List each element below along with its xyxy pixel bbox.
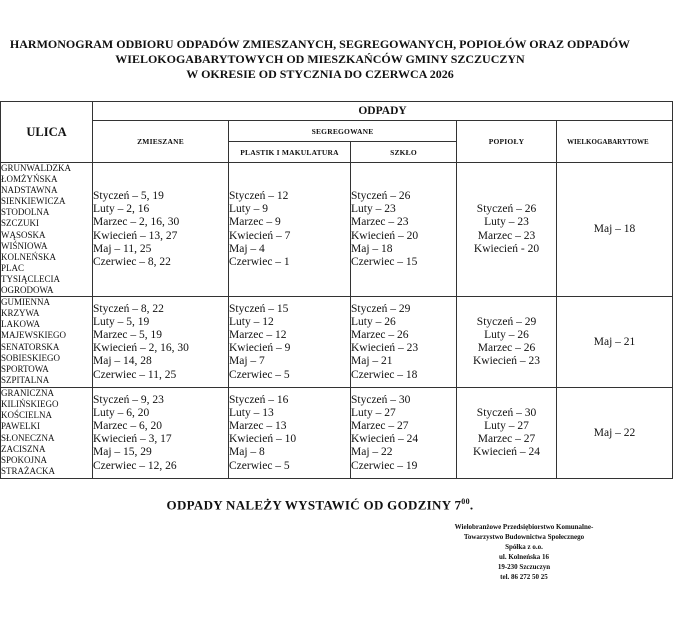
street-name: WĄSOSKA bbox=[1, 229, 46, 240]
header-odpady: ODPADY bbox=[93, 102, 673, 121]
street-name: KRZYWA bbox=[1, 308, 40, 319]
header-szklo: SZKŁO bbox=[351, 142, 457, 163]
plastik-cell bbox=[229, 163, 351, 297]
wielkogabarytowe-cell bbox=[557, 297, 673, 388]
company-line: Towarzystwo Budownictwa Społecznego bbox=[463, 533, 585, 541]
document-title bbox=[0, 37, 640, 82]
street-name: SIENKIEWICZA bbox=[1, 196, 66, 207]
pickup-date: Luty – 23 bbox=[484, 216, 529, 229]
street-name: PLAC bbox=[1, 262, 25, 273]
street-group-row bbox=[1, 297, 673, 388]
title-line-2: WIELOKOGABARYTOWYCH OD MIESZKAŃCÓW GMINY SZCZUCZYN bbox=[115, 52, 525, 66]
pickup-date: Kwiecień – 24 bbox=[472, 446, 541, 459]
street-name: TYSIĄCLECIA bbox=[1, 273, 60, 284]
pickup-date: Styczeń – 26 bbox=[476, 203, 537, 216]
pickup-date: Czerwiec – 15 bbox=[351, 255, 418, 268]
streets-cell bbox=[1, 163, 93, 297]
plastik-cell bbox=[229, 388, 351, 479]
pickup-date: Maj – 15, 29 bbox=[93, 446, 152, 459]
street-name: NADSTAWNA bbox=[1, 185, 58, 196]
pickup-date: Styczeń – 29 bbox=[351, 302, 411, 315]
pickup-date: Czerwiec – 19 bbox=[351, 459, 418, 472]
street-name: OGRODOWA bbox=[1, 285, 54, 296]
header-ulica: ULICA bbox=[1, 102, 93, 163]
street-name: MAJEWSKIEGO bbox=[1, 330, 66, 341]
pickup-date: Luty – 23 bbox=[351, 203, 396, 216]
pickup-date: Marzec – 9 bbox=[229, 216, 281, 229]
pickup-date: Styczeń – 16 bbox=[229, 393, 289, 406]
street-name: STODOLNA bbox=[1, 207, 50, 218]
note-suffix: . bbox=[469, 497, 474, 513]
pickup-date: Czerwiec – 8, 22 bbox=[93, 255, 171, 268]
company-line: tel. 86 272 50 25 bbox=[500, 573, 548, 581]
street-name: ZACISZNA bbox=[1, 443, 46, 454]
pickup-date: Marzec – 12 bbox=[229, 328, 287, 341]
pickup-date: Kwiecień - 20 bbox=[473, 242, 540, 255]
street-name: KOLNEŃSKA bbox=[1, 251, 56, 262]
pickup-date: Kwiecień – 13, 27 bbox=[93, 229, 178, 242]
street-name: PAWELKI bbox=[1, 421, 40, 432]
pickup-date: Kwiecień – 20 bbox=[351, 229, 419, 242]
pickup-date: Maj – 21 bbox=[593, 335, 636, 348]
wielkogabarytowe-cell bbox=[557, 163, 673, 297]
street-name: KILIŃSKIEGO bbox=[1, 399, 59, 410]
pickup-date: Czerwiec – 5 bbox=[229, 459, 290, 472]
pickup-date: Marzec – 27 bbox=[477, 433, 536, 446]
company-line: ul. Kolneńska 16 bbox=[499, 553, 549, 561]
company-stamp bbox=[404, 522, 644, 582]
street-name: SENATORSKA bbox=[1, 341, 60, 352]
pickup-date: Marzec – 23 bbox=[477, 229, 536, 242]
header-zmieszane: ZMIESZANE bbox=[93, 121, 229, 163]
popioly-cell bbox=[457, 388, 557, 479]
pickup-date: Luty – 26 bbox=[484, 328, 529, 341]
zmieszane-cell bbox=[93, 163, 229, 297]
pickup-date: Kwiecień – 24 bbox=[351, 433, 419, 446]
pickup-date: Czerwiec – 1 bbox=[229, 255, 290, 268]
popioly-cell bbox=[457, 297, 557, 388]
pickup-date: Maj – 18 bbox=[351, 242, 393, 255]
street-name: KOŚCIELNA bbox=[1, 410, 52, 421]
pickup-date: Czerwiec – 18 bbox=[351, 368, 418, 381]
schedule-table bbox=[0, 101, 673, 479]
pickup-time-note bbox=[0, 497, 640, 513]
pickup-date: Marzec – 26 bbox=[351, 328, 409, 341]
pickup-date: Kwiecień – 7 bbox=[229, 229, 291, 242]
pickup-date: Luty – 2, 16 bbox=[93, 203, 150, 216]
pickup-date: Maj – 4 bbox=[229, 242, 265, 255]
street-name: WIŚNIOWA bbox=[1, 240, 48, 251]
pickup-date: Styczeń – 15 bbox=[229, 302, 289, 315]
streets-cell bbox=[1, 388, 93, 479]
pickup-date: Kwiecień – 9 bbox=[229, 342, 291, 355]
pickup-date: Maj – 18 bbox=[593, 222, 636, 235]
header-plastik: PLASTIK I MAKULATURA bbox=[229, 142, 351, 163]
pickup-date: Maj – 14, 28 bbox=[93, 355, 152, 368]
pickup-date: Kwiecień – 23 bbox=[351, 342, 419, 355]
pickup-date: Styczeń – 30 bbox=[476, 406, 537, 419]
title-line-1: HARMONOGRAM ODBIORU ODPADÓW ZMIESZANYCH, SEGREGOWANYCH, POPIOŁÓW ORAZ ODPADÓW bbox=[9, 37, 631, 51]
company-line: 19-230 Szczuczyn bbox=[497, 563, 551, 571]
plastik-cell bbox=[229, 297, 351, 388]
pickup-date: Styczeń – 29 bbox=[476, 315, 537, 328]
pickup-date: Luty – 27 bbox=[351, 406, 396, 419]
street-name: SŁONECZNA bbox=[1, 432, 55, 443]
pickup-date: Maj – 22 bbox=[351, 446, 393, 459]
street-name: GRANICZNA bbox=[1, 388, 54, 399]
company-line: Spółka z o.o. bbox=[505, 543, 543, 551]
note-superscript: 00 bbox=[461, 497, 470, 506]
street-name: GUMIENNA bbox=[1, 297, 50, 308]
street-name: SPORTOWA bbox=[1, 363, 49, 374]
pickup-date: Styczeń – 8, 22 bbox=[93, 302, 164, 315]
pickup-date: Maj – 22 bbox=[593, 426, 636, 439]
zmieszane-cell bbox=[93, 388, 229, 479]
pickup-date: Luty – 6, 20 bbox=[93, 406, 150, 419]
pickup-date: Styczeń – 9, 23 bbox=[93, 393, 164, 406]
pickup-date: Maj – 21 bbox=[351, 355, 393, 368]
szklo-cell bbox=[351, 163, 457, 297]
pickup-date: Maj – 11, 25 bbox=[93, 242, 152, 255]
popioly-cell bbox=[457, 163, 557, 297]
title-line-3: W OKRESIE OD STYCZNIA DO CZERWCA 2026 bbox=[186, 67, 454, 81]
company-line: Wielobranżowe Przedsiębiorstwo Komunalne- bbox=[454, 523, 594, 531]
street-name: SZCZUKI bbox=[1, 218, 39, 229]
pickup-date: Czerwiec – 5 bbox=[229, 368, 290, 381]
header-segregowane: SEGREGOWANE bbox=[229, 121, 457, 142]
szklo-cell bbox=[351, 297, 457, 388]
pickup-date: Czerwiec – 12, 26 bbox=[93, 459, 177, 472]
street-name: LAKOWA bbox=[1, 319, 40, 330]
pickup-date: Marzec – 27 bbox=[351, 419, 409, 432]
streets-cell bbox=[1, 297, 93, 388]
pickup-date: Styczeń – 5, 19 bbox=[93, 189, 164, 202]
pickup-date: Styczeń – 30 bbox=[351, 393, 411, 406]
pickup-date: Kwiecień – 23 bbox=[472, 355, 541, 368]
street-name: SZPITALNA bbox=[1, 374, 50, 385]
pickup-date: Kwiecień – 3, 17 bbox=[93, 433, 172, 446]
header-wielkogabarytowe: WIELKOGABARYTOWE bbox=[557, 121, 673, 163]
pickup-date: Marzec – 6, 20 bbox=[93, 419, 162, 432]
pickup-date: Styczeń – 26 bbox=[351, 189, 411, 202]
pickup-date: Marzec – 26 bbox=[477, 342, 536, 355]
pickup-date: Marzec – 2, 16, 30 bbox=[93, 216, 180, 229]
pickup-date: Luty – 13 bbox=[229, 406, 274, 419]
szklo-cell bbox=[351, 388, 457, 479]
wielkogabarytowe-cell bbox=[557, 388, 673, 479]
street-name: SOBIESKIEGO bbox=[1, 352, 61, 363]
street-name: ŁOMŻYŃSKA bbox=[1, 174, 58, 185]
note-text: ODPADY NALEŻY WYSTAWIĆ OD GODZINY 7 bbox=[166, 497, 462, 513]
street-group-row bbox=[1, 163, 673, 297]
pickup-date: Luty – 27 bbox=[484, 419, 529, 432]
pickup-date: Luty – 5, 19 bbox=[93, 315, 150, 328]
pickup-date: Kwiecień – 10 bbox=[229, 433, 297, 446]
pickup-date: Kwiecień – 2, 16, 30 bbox=[93, 342, 189, 355]
pickup-date: Marzec – 13 bbox=[229, 419, 287, 432]
header-popioly: POPIOŁY bbox=[457, 121, 557, 163]
pickup-date: Luty – 9 bbox=[229, 203, 268, 216]
pickup-date: Styczeń – 12 bbox=[229, 189, 289, 202]
pickup-date: Marzec – 5, 19 bbox=[93, 328, 162, 341]
pickup-date: Maj – 8 bbox=[229, 446, 265, 459]
pickup-date: Luty – 26 bbox=[351, 315, 396, 328]
street-name: SPOKOJNA bbox=[1, 454, 48, 465]
street-name: STRAŻACKA bbox=[1, 465, 56, 476]
pickup-date: Maj – 7 bbox=[229, 355, 265, 368]
pickup-date: Marzec – 23 bbox=[351, 216, 409, 229]
street-name: GRUNWALDZKA bbox=[1, 163, 71, 173]
zmieszane-cell bbox=[93, 297, 229, 388]
pickup-date: Luty – 12 bbox=[229, 315, 274, 328]
pickup-date: Czerwiec – 11, 25 bbox=[93, 368, 177, 381]
street-group-row bbox=[1, 388, 673, 479]
